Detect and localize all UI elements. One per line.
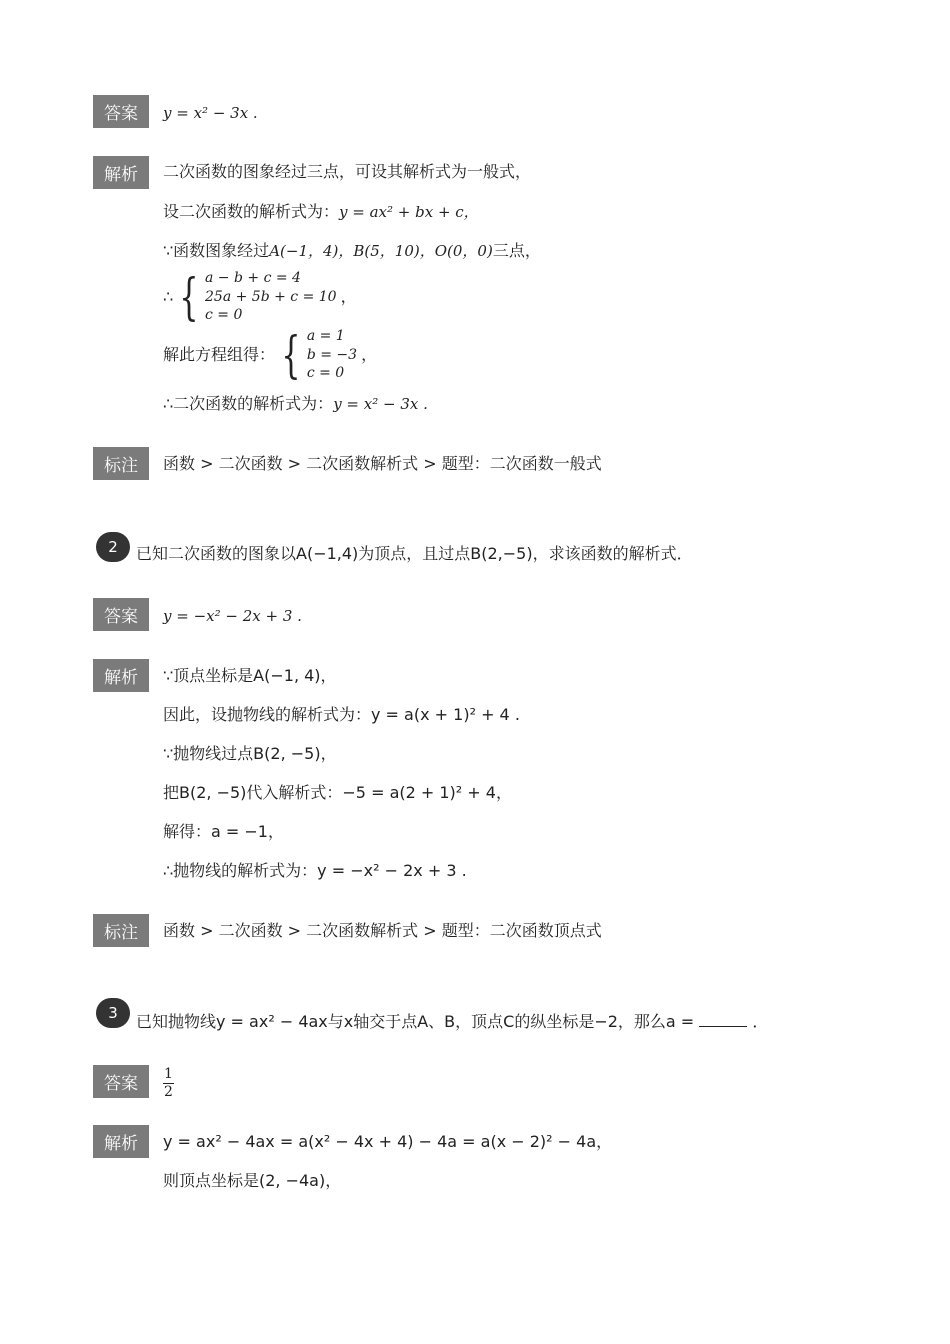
q2-analysis-line1: ∵顶点坐标是A(−1, 4)， [163,666,337,685]
answer-fraction [163,1066,174,1101]
q1-line5-text: 解此方程组得： [163,345,276,364]
q3-question-end: ． [752,1012,769,1031]
question-number-badge: 3 [96,998,130,1028]
system2-tail: ， [361,345,378,364]
q2-tag-path[interactable]: 函数 > 二次函数 > 二次函数解析式 > 题型：二次函数顶点式 [163,921,602,940]
equation-row: c = 0 [306,365,345,382]
q1-system2 [163,326,377,384]
q1-analysis-line3 [163,241,541,261]
equation-row: a − b + c = 4 [205,270,301,287]
answer-label: 答案 [93,598,149,631]
q3-answer [163,1063,174,1101]
analysis-label: 解析 [93,659,149,692]
q2-analysis-line2: 因此，设抛物线的解析式为：y = a(x + 1)² + 4 . [163,705,520,724]
question-number-badge: 2 [96,532,130,562]
q1-system1 [163,268,357,326]
q2-answer: y = −x² − 2x + 3 . [163,607,302,625]
q1-answer: y = x² − 3x . [163,104,258,122]
q1-line3-points: A(−1，4)，B(5，10)，O(0，0) [269,242,493,260]
q2-question-text: 已知二次函数的图象以A(−1,4)为顶点，且过点B(2,−5)，求该函数的解析式． [136,544,693,563]
q3-analysis-line1: y = ax² − 4ax = a(x² − 4x + 4) − 4a = a(x − 2)² − 4a， [163,1132,613,1151]
q3-analysis-line2: 则顶点坐标是(2, −4a)， [163,1171,342,1190]
q1-line3-suffix: 三点， [492,241,541,260]
q3-question-text: 已知抛物线y = ax² − 4ax与x轴交于点A、B，顶点C的纵坐标是−2，那么a = [136,1012,695,1031]
equation-row: a = 1 [306,328,345,345]
left-brace-icon: { [179,268,199,326]
tag-label: 标注 [93,447,149,480]
q1-line2-text: 设二次函数的解析式为： [163,202,340,221]
q1-tag-path[interactable]: 函数 > 二次函数 > 二次函数解析式 > 题型：二次函数一般式 [163,454,602,473]
q1-line6-math: y = x² − 3x . [333,395,428,413]
equation-system [205,269,337,325]
fraction-numerator: 1 [164,1066,173,1082]
left-brace-icon: { [281,326,301,384]
analysis-label: 解析 [93,156,149,189]
equation-row: 25a + 5b + c = 10 [205,288,337,305]
answer-blank [699,1012,747,1027]
q2-analysis-line3: ∵抛物线过点B(2, −5)， [163,744,337,763]
q2-analysis-line5: 解得：a = −1， [163,822,284,841]
answer-label: 答案 [93,95,149,128]
tag-label: 标注 [93,914,149,947]
answer-label: 答案 [93,1065,149,1098]
q1-analysis-line1: 二次函数的图象经过三点，可设其解析式为一般式， [163,162,532,181]
fraction-denominator: 2 [164,1084,173,1100]
q1-analysis-line6 [163,394,428,414]
system1-tail: ， [340,287,357,306]
q1-line6-text: ∴二次函数的解析式为： [163,394,334,413]
therefore-symbol: ∴ [163,287,174,306]
q3-question [136,1009,768,1032]
q1-line2-math: y = ax² + bx + c， [339,203,479,221]
analysis-label: 解析 [93,1125,149,1158]
solution-system [307,327,357,383]
q1-line3-prefix: ∵函数图象经过 [163,241,270,260]
equation-row: b = −3 [306,346,358,363]
q1-analysis-line2 [163,202,479,222]
equation-row: c = 0 [205,307,243,324]
q2-analysis-line4: 把B(2, −5)代入解析式：−5 = a(2 + 1)² + 4， [163,783,512,802]
q2-analysis-line6: ∴抛物线的解析式为：y = −x² − 2x + 3 . [163,861,467,880]
